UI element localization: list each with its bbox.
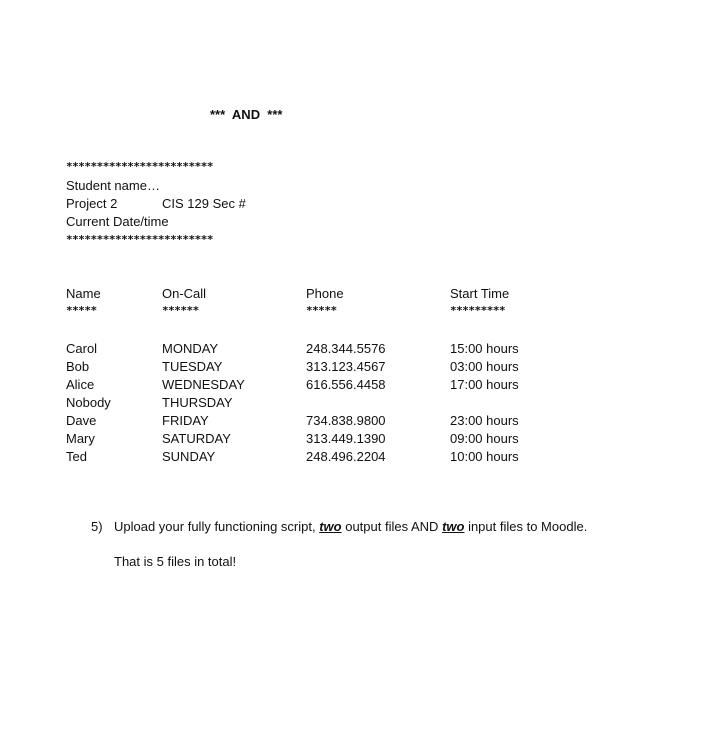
cell-day: THURSDAY: [162, 395, 233, 410]
cell-day: SUNDAY: [162, 449, 216, 464]
cell-start: 10:00 hours: [450, 449, 519, 464]
header-phone: Phone: [306, 286, 344, 301]
cell-start: 17:00 hours: [450, 377, 519, 392]
instruction-note: That is 5 files in total!: [114, 554, 237, 569]
underline-on-call: ******: [162, 304, 199, 317]
cell-start: 23:00 hours: [450, 413, 519, 428]
cell-phone: 616.556.4458: [306, 377, 386, 392]
cell-start: 03:00 hours: [450, 359, 519, 374]
instruction-number: 5): [91, 519, 103, 534]
course-label: CIS 129 Sec #: [162, 196, 246, 211]
cell-phone: 248.344.5576: [306, 341, 386, 356]
underline-start-time: *********: [450, 304, 506, 317]
underline-name: *****: [66, 304, 97, 317]
emphasis-two-input: two: [442, 519, 465, 534]
project-label: Project 2: [66, 196, 118, 211]
cell-name: Dave: [66, 413, 97, 428]
table-row: [66, 430, 626, 448]
header-on-call: On-Call: [162, 286, 207, 301]
underline-phone: *****: [306, 304, 337, 317]
table-row: [66, 394, 626, 412]
cell-name: Bob: [66, 359, 90, 374]
cell-day: TUESDAY: [162, 359, 223, 374]
cell-day: WEDNESDAY: [162, 377, 245, 392]
cell-phone: 734.838.9800: [306, 413, 386, 428]
cell-phone: 313.123.4567: [306, 359, 386, 374]
cell-day: MONDAY: [162, 341, 219, 356]
schedule-table: [66, 340, 626, 466]
date-time-label: Current Date/time: [66, 214, 169, 229]
table-row: [66, 376, 626, 394]
instruction-part1: Upload your fully functioning script,: [114, 519, 320, 534]
emphasis-two-output: two: [319, 519, 342, 534]
cell-name: Mary: [66, 431, 95, 446]
table-row: [66, 358, 626, 376]
cell-name: Carol: [66, 341, 98, 356]
cell-start: 09:00 hours: [450, 431, 519, 446]
instruction-text: [114, 518, 587, 536]
cell-phone: 248.496.2204: [306, 449, 386, 464]
table-row: [66, 448, 626, 466]
cell-day: FRIDAY: [162, 413, 209, 428]
cell-name: Alice: [66, 377, 95, 392]
instruction-part3: input files to Moodle.: [464, 519, 588, 534]
instruction-part2: output files AND: [341, 519, 443, 534]
cell-name: Ted: [66, 449, 87, 464]
student-name: Student name…: [66, 178, 160, 193]
and-heading: *** AND ***: [210, 107, 283, 122]
cell-phone: 313.449.1390: [306, 431, 386, 446]
cell-start: 15:00 hours: [450, 341, 519, 356]
stars-bottom: ************************: [66, 233, 213, 246]
table-row: [66, 412, 626, 430]
cell-day: SATURDAY: [162, 431, 231, 446]
cell-name: Nobody: [66, 395, 111, 410]
header-name: Name: [66, 286, 101, 301]
table-row: [66, 340, 626, 358]
stars-top: ************************: [66, 160, 213, 173]
header-start-time: Start Time: [450, 286, 510, 301]
